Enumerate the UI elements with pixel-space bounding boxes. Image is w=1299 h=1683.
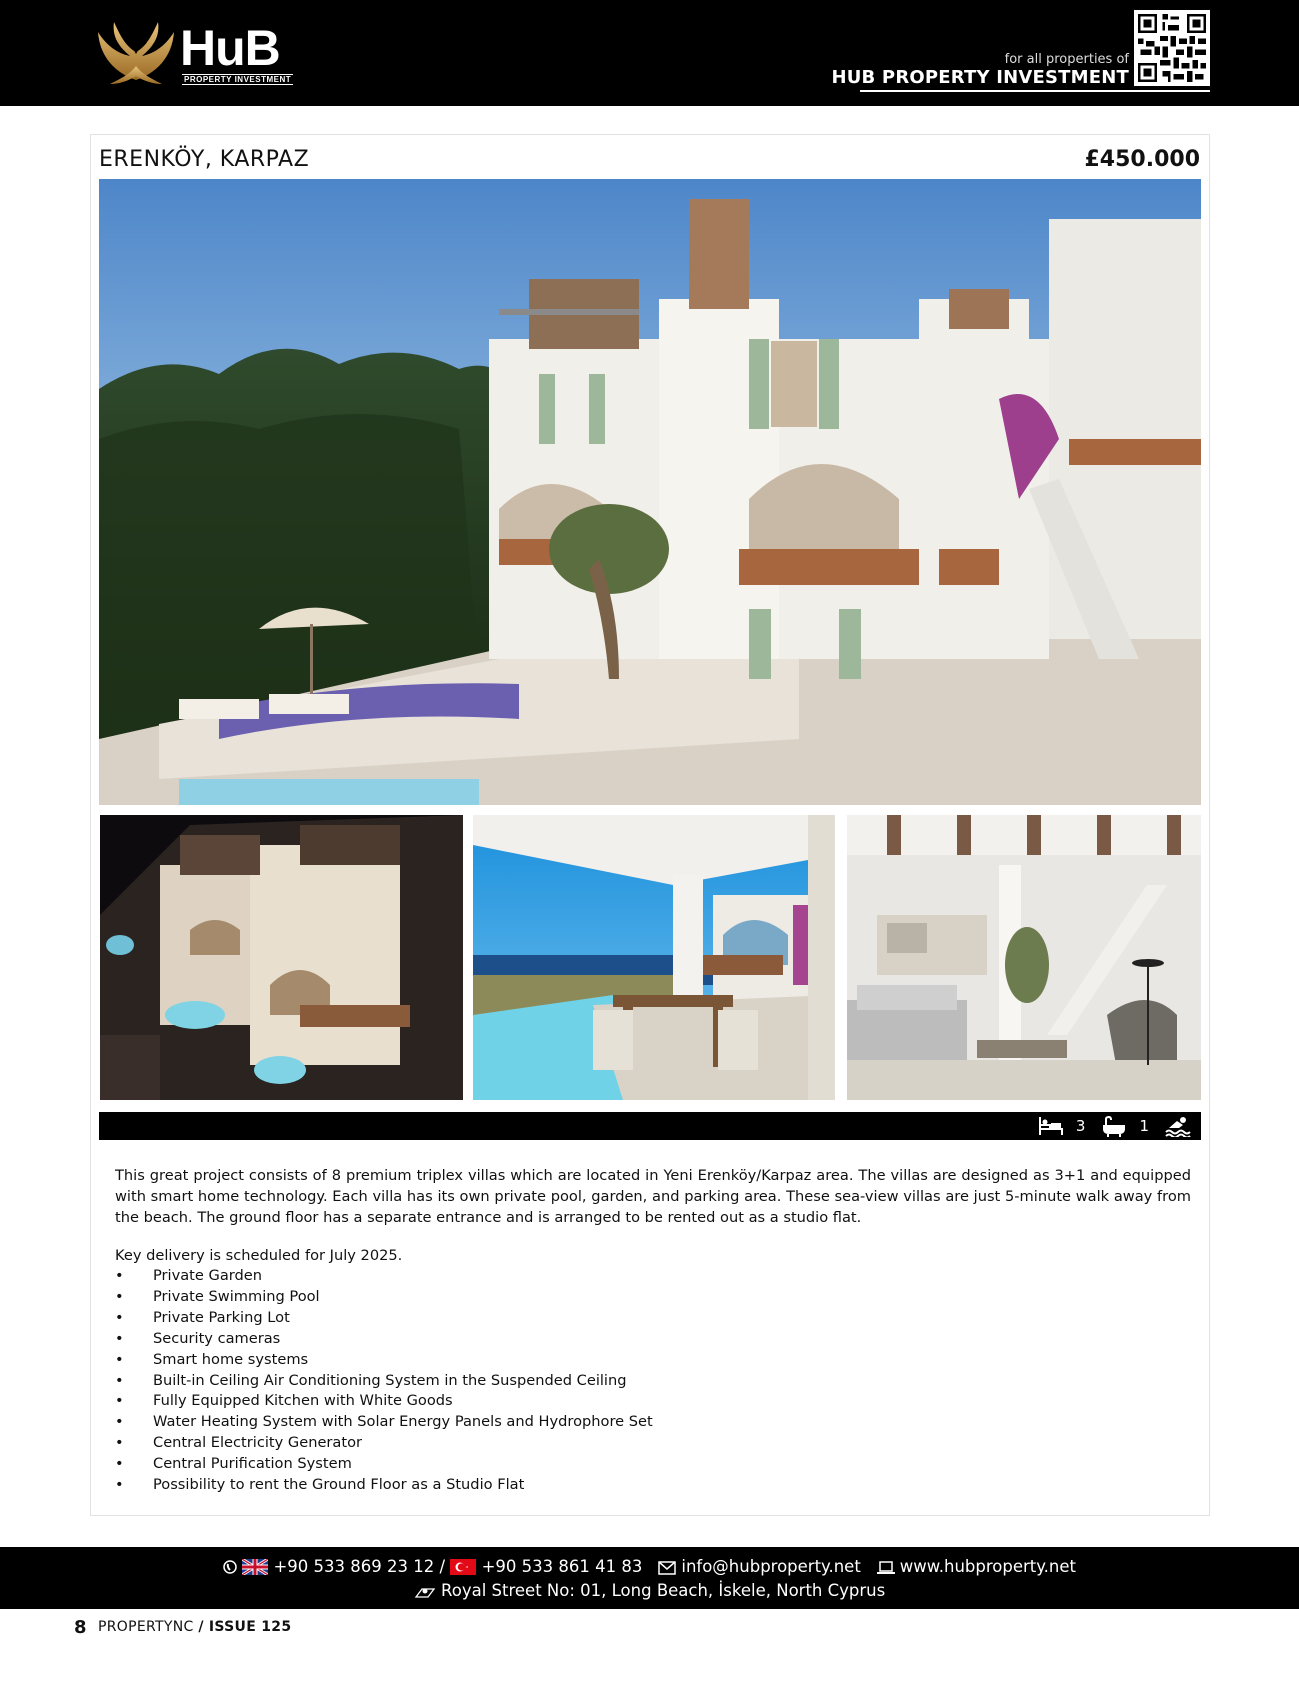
- address-text: Royal Street No: 01, Long Beach, İskele, North Cyprus: [441, 1581, 886, 1600]
- list-item: • Fully Equipped Kitchen with White Goods: [115, 1391, 653, 1412]
- list-item: • Built-in Ceiling Air Conditioning System in the Suspended Ceiling: [115, 1371, 653, 1392]
- list-item: • Central Purification System: [115, 1454, 653, 1475]
- features-bar: [99, 1112, 1201, 1140]
- list-item: • Private Swimming Pool: [115, 1287, 653, 1308]
- list-item: • Smart home systems: [115, 1350, 653, 1371]
- list-item: • Private Garden: [115, 1266, 653, 1287]
- feature-list: [115, 1266, 653, 1496]
- tagline-company: HUB PROPERTY INVESTMENT: [831, 67, 1129, 88]
- phone-icon: [223, 1559, 237, 1575]
- phone-tr-link[interactable]: +90 533 861 41 83: [481, 1557, 643, 1576]
- bath-icon: [1101, 1115, 1127, 1137]
- bathroom-count: 1: [1139, 1117, 1149, 1135]
- tagline-small: for all properties of: [1004, 52, 1129, 67]
- listing-card: [90, 134, 1210, 1516]
- qr-code-icon[interactable]: [1134, 10, 1210, 86]
- bed-icon: [1038, 1115, 1064, 1137]
- pool-icon: [1165, 1115, 1191, 1137]
- header-bar: [0, 0, 1299, 106]
- uk-flag-icon: [242, 1559, 268, 1575]
- listing-price: £450.000: [1084, 147, 1200, 172]
- issue-number: / ISSUE 125: [198, 1619, 292, 1635]
- page-number: 8: [74, 1617, 87, 1638]
- night-villa-photo[interactable]: [100, 815, 463, 1100]
- listing-description: This great project consists of 8 premium triplex villas which are located in Yeni Erenköy/Karpaz area. The villas are designed as 3+1 and equipped with smart home technology. Each villa has its own private pool, garden, and parking area. These sea-view villas are just 5-minute walk away from the beach. The ground floor has a separate entrance and is arranged to be rented out as a studio flat.: [115, 1167, 1191, 1226]
- bedroom-count: 3: [1075, 1117, 1086, 1135]
- tagline-underline: [860, 90, 1210, 92]
- delivery-note: Key delivery is scheduled for July 2025.: [115, 1247, 403, 1264]
- phoenix-icon: [96, 18, 176, 88]
- publication-footer: [98, 1619, 291, 1635]
- list-item: • Possibility to rent the Ground Floor as a Studio Flat: [115, 1475, 653, 1496]
- list-item: • Security cameras: [115, 1329, 653, 1350]
- list-item: • Central Electricity Generator: [115, 1433, 653, 1454]
- email-link[interactable]: info@hubproperty.net: [681, 1557, 861, 1576]
- publication-name: PROPERTYNC: [98, 1619, 194, 1635]
- main-villa-photo[interactable]: [99, 179, 1201, 805]
- list-item: • Private Parking Lot: [115, 1308, 653, 1329]
- location-pin-icon: [414, 1585, 436, 1599]
- logo-subtext: PROPERTY INVESTMENT: [184, 75, 292, 84]
- contact-row: [0, 1557, 1299, 1576]
- living-room-photo[interactable]: [847, 815, 1201, 1100]
- email-icon: [658, 1561, 676, 1575]
- address-row: [0, 1581, 1299, 1600]
- list-item: • Water Heating System with Solar Energy Panels and Hydrophore Set: [115, 1412, 653, 1433]
- website-link[interactable]: www.hubproperty.net: [899, 1557, 1077, 1576]
- footer-contact-bar: [0, 1547, 1299, 1609]
- phone-uk-link[interactable]: +90 533 869 23 12 /: [273, 1557, 446, 1576]
- listing-location: ERENKÖY, KARPAZ: [99, 147, 310, 172]
- hub-logo[interactable]: [96, 18, 322, 88]
- laptop-icon: [877, 1561, 895, 1575]
- tr-flag-icon: [450, 1559, 476, 1575]
- logo-wordmark: HuB: [180, 20, 280, 76]
- terrace-sea-view-photo[interactable]: [473, 815, 835, 1100]
